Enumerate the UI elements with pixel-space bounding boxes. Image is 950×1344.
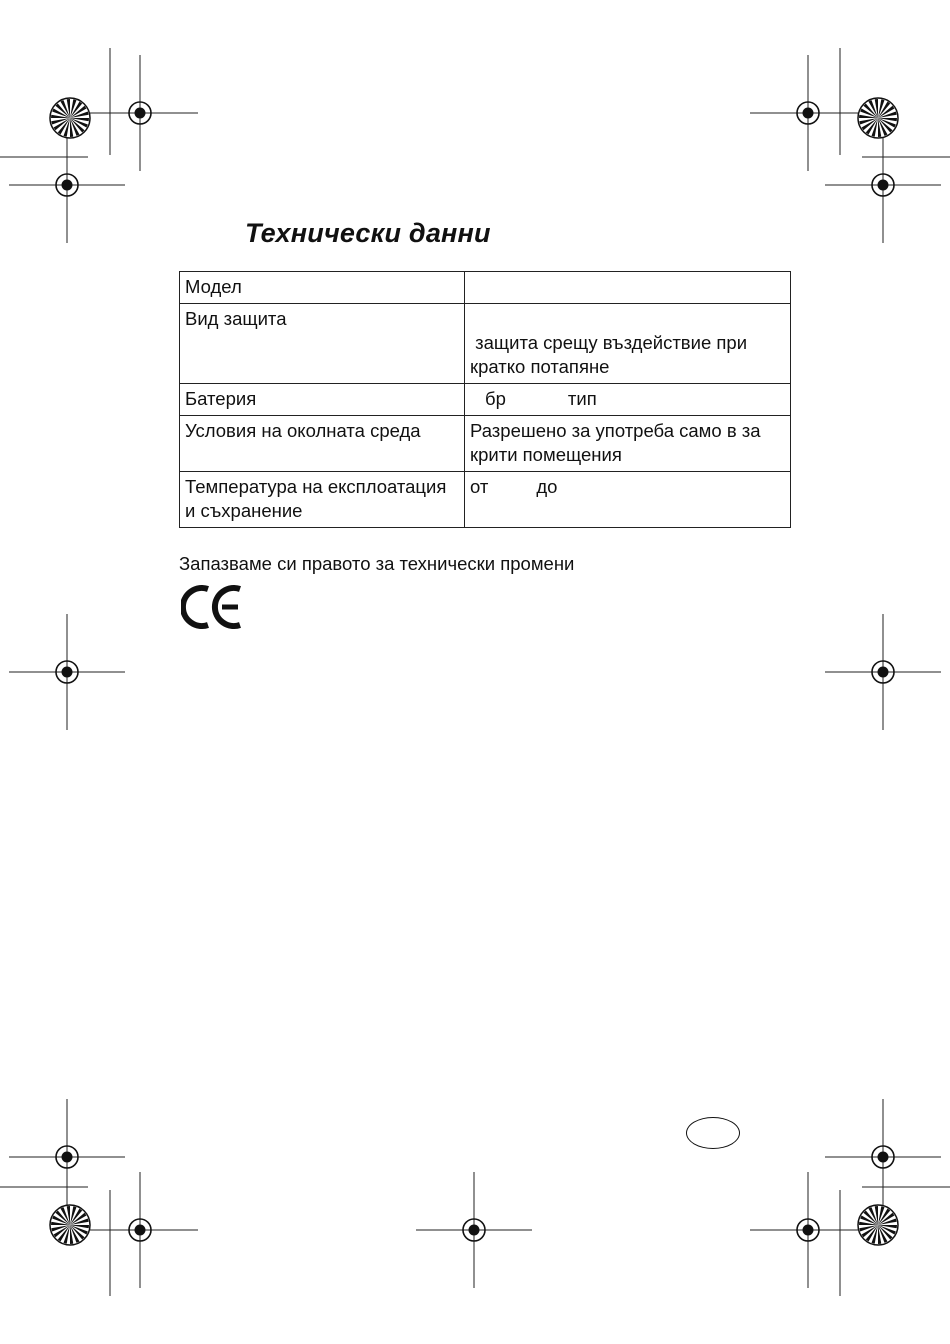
- star-target-icon: [50, 98, 90, 138]
- star-target-icon: [858, 1205, 898, 1245]
- registration-mark-icon: [82, 55, 198, 171]
- registration-mark-icon: [9, 127, 125, 243]
- registration-mark-icon: [9, 614, 125, 730]
- ce-mark-icon: [181, 585, 245, 629]
- spec-label: Условия на околната среда: [180, 416, 465, 472]
- table-row: [180, 384, 791, 416]
- spec-value-text: защита срещу въздействие при кратко потапяне: [470, 332, 748, 377]
- temp-to-label: до: [536, 476, 558, 497]
- page-number-badge: [686, 1117, 740, 1149]
- battery-type-label: тип: [567, 388, 597, 409]
- spec-label: Модел: [180, 272, 465, 304]
- registration-mark-icon: [82, 1172, 198, 1288]
- registration-mark-icon: [9, 1099, 125, 1215]
- spec-value: [465, 272, 791, 304]
- registration-mark-icon: [825, 614, 941, 730]
- registration-mark-icon: [825, 127, 941, 243]
- registration-mark-icon: [825, 1099, 941, 1215]
- spec-label: Батерия: [180, 384, 465, 416]
- specs-table: [179, 271, 791, 528]
- table-row: [180, 272, 791, 304]
- spec-value: [465, 384, 791, 416]
- spec-label: Температура на експлоатация и съхранение: [180, 472, 465, 528]
- table-row: [180, 472, 791, 528]
- page-title: Технически данни: [245, 218, 491, 248]
- technical-changes-note: Запазваме си правото за технически промени: [179, 553, 575, 574]
- table-row: [180, 416, 791, 472]
- temp-from-label: от: [470, 476, 489, 497]
- registration-mark-icon: [750, 55, 866, 171]
- star-target-icon: [858, 98, 898, 138]
- spec-value: [465, 472, 791, 528]
- spec-value: [465, 304, 791, 384]
- star-target-icon: [50, 1205, 90, 1245]
- spec-value: Разрешено за употреба само в за крити помещения: [465, 416, 791, 472]
- spec-label: Вид защита: [180, 304, 465, 384]
- registration-mark-icon: [416, 1172, 532, 1288]
- table-row: [180, 304, 791, 384]
- battery-count-unit: бр: [485, 388, 506, 409]
- registration-mark-icon: [750, 1172, 866, 1288]
